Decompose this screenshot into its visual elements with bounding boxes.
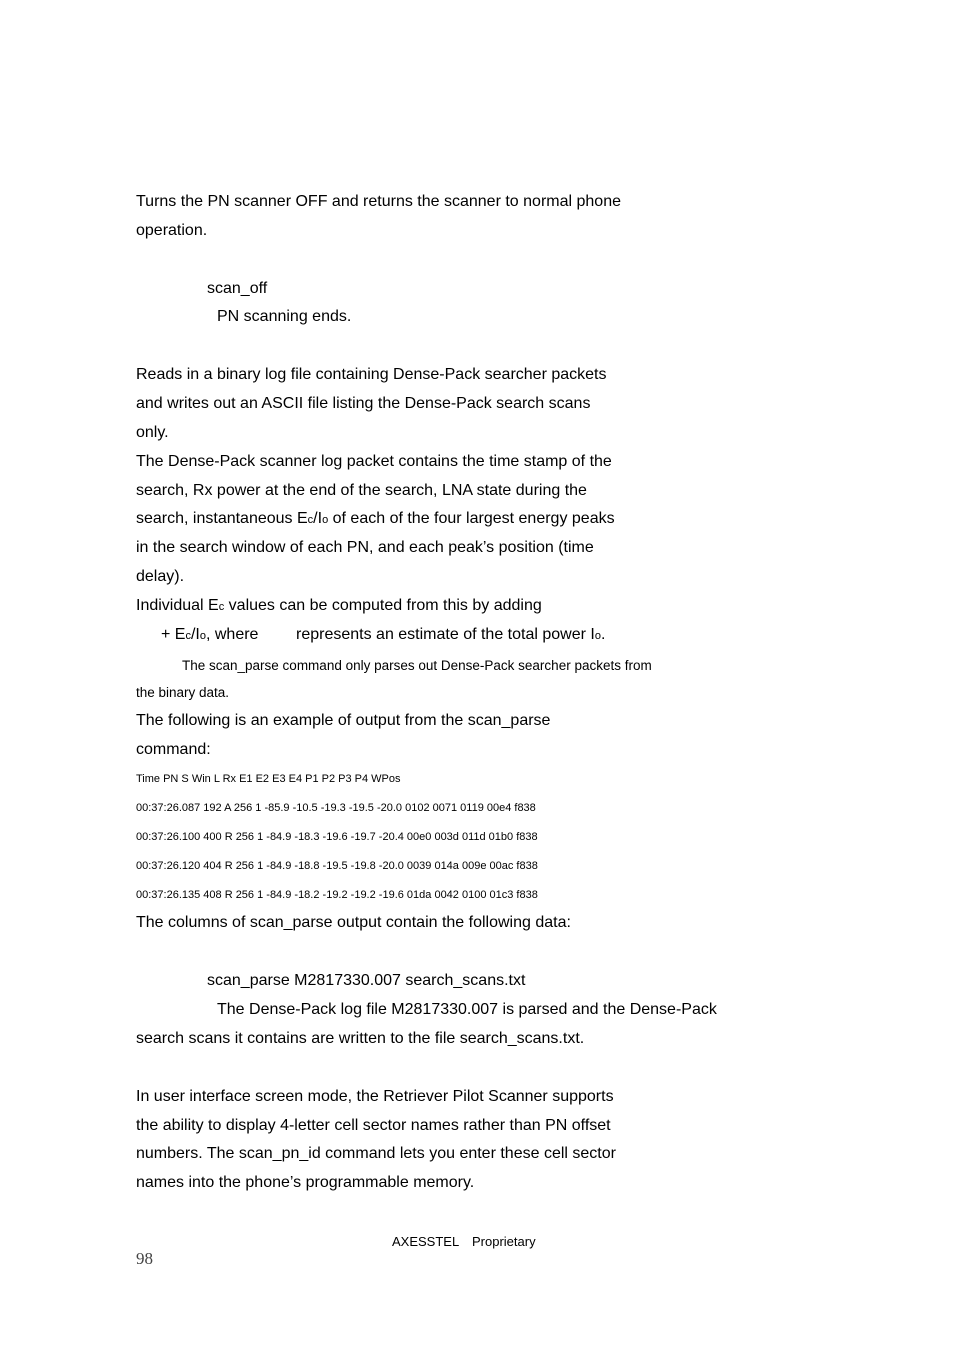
t: search, instantaneous E: [136, 510, 308, 527]
t: Individual E: [136, 597, 219, 614]
scan-parse-desc-5: search, Rx power at the end of the search, LNA state during the: [136, 482, 587, 499]
output-row: 00:37:26.100 400 R 256 1 -84.9 -18.3 -19.6 -19.7 -20.4 00e0 003d 011d 01b0 f838: [136, 831, 538, 843]
scan-parse-example-result-1: The Dense-Pack log file M2817330.007 is parsed and the Dense-Pack: [217, 1001, 717, 1018]
scan-parse-desc-6: [136, 509, 615, 530]
columns-intro: The columns of scan_parse output contain the following data:: [136, 914, 571, 931]
footer-company: AXESSTEL: [392, 1234, 460, 1249]
scan-parse-desc-9: [136, 596, 542, 617]
scan-pn-id-desc-3: numbers. The scan_pn_id command lets you enter these cell sector: [136, 1145, 616, 1162]
scan-parse-example-result-2: search scans it contains are written to the file search_scans.txt.: [136, 1030, 585, 1047]
t: represents an estimate of the total power I: [296, 626, 595, 643]
t: , where: [205, 626, 259, 643]
t: /I: [190, 626, 200, 643]
scan-pn-id-desc-4: names into the phone’s programmable memory.: [136, 1174, 475, 1191]
output-row: 00:37:26.135 408 R 256 1 -84.9 -18.2 -19.2 -19.2 -19.6 01da 0042 0100 01c3 f838: [136, 889, 538, 901]
note-2: the binary data.: [136, 685, 230, 700]
t: .: [600, 626, 606, 643]
subscript: o: [322, 514, 329, 526]
scan-pn-id-desc-1: In user interface screen mode, the Retriever Pilot Scanner supports: [136, 1088, 614, 1105]
output-row: 00:37:26.120 404 R 256 1 -84.9 -18.8 -19.5 -19.8 -20.0 0039 014a 009e 00ac f838: [136, 860, 538, 872]
page-number: 98: [136, 1249, 153, 1268]
scan-parse-desc-2: and writes out an ASCII file listing the Dense-Pack search scans: [136, 395, 591, 412]
t: of each of the four largest energy peaks: [328, 510, 615, 527]
scan-parse-desc-3: only.: [136, 424, 169, 441]
scan-off-desc-2: operation.: [136, 222, 208, 239]
footer-label: Proprietary: [472, 1234, 536, 1249]
scan-parse-desc-8: delay).: [136, 568, 185, 585]
scan-parse-desc-4: The Dense-Pack scanner log packet contains the time stamp of the: [136, 453, 612, 470]
subscript: o: [199, 630, 206, 642]
scan-pn-id-desc-2: the ability to display 4-letter cell sector names rather than PN offset: [136, 1117, 611, 1134]
scan-off-example-result: PN scanning ends.: [217, 308, 352, 325]
scan-parse-desc-10b: [296, 625, 605, 646]
t: values can be computed from this by adding: [224, 597, 542, 614]
subscript: c: [218, 601, 225, 613]
scan-off-example-command: scan_off: [207, 280, 268, 297]
t: + E: [161, 626, 186, 643]
subscript: c: [185, 630, 191, 642]
output-header: Time PN S Win L Rx E1 E2 E3 E4 P1 P2 P3 P4 WPos: [136, 773, 401, 785]
subscript: o: [594, 630, 601, 642]
subscript: c: [307, 514, 314, 526]
scan-parse-desc-1: Reads in a binary log file containing Dense-Pack searcher packets: [136, 366, 607, 383]
output-row: 00:37:26.087 192 A 256 1 -85.9 -10.5 -19.3 -19.5 -20.0 0102 0071 0119 00e4 f838: [136, 802, 536, 814]
note-1: The scan_parse command only parses out Dense-Pack searcher packets from: [182, 658, 652, 673]
example-intro-1: The following is an example of output from the scan_parse: [136, 712, 551, 729]
scan-parse-desc-7: in the search window of each PN, and each peak’s position (time: [136, 539, 594, 556]
example-intro-2: command:: [136, 741, 211, 758]
scan-parse-desc-10a: [161, 625, 258, 646]
t: /I: [313, 510, 323, 527]
scan-off-desc-1: Turns the PN scanner OFF and returns the scanner to normal phone: [136, 193, 621, 210]
scan-parse-example-command: scan_parse M2817330.007 search_scans.txt: [207, 972, 526, 989]
